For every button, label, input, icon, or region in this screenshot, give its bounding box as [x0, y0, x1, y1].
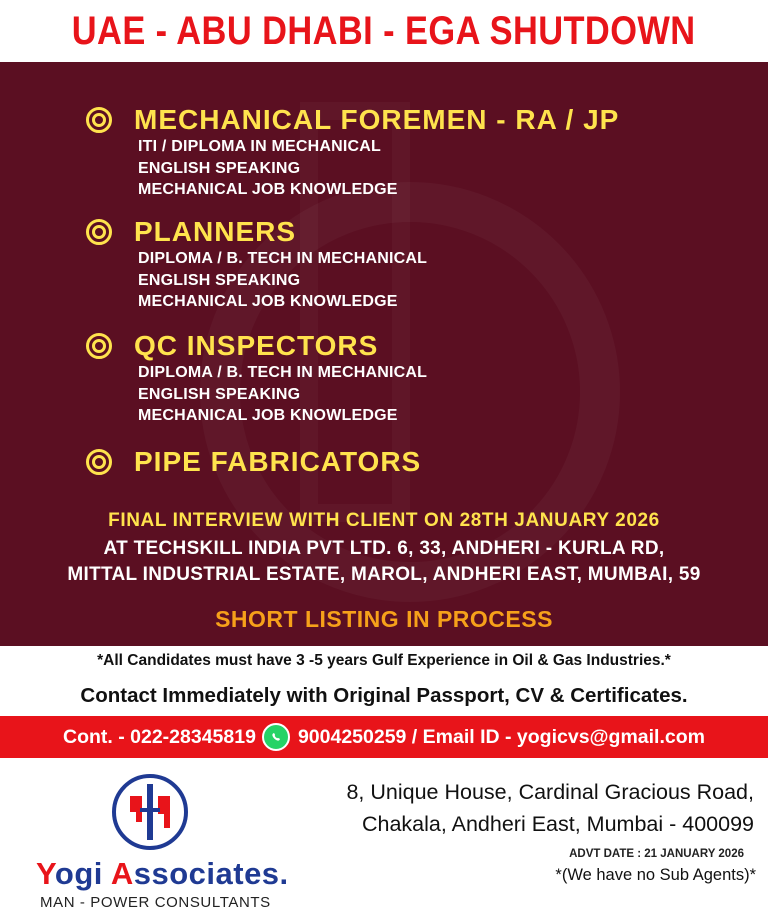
no-sub-agents-note: *(We have no Sub Agents)* — [555, 866, 756, 884]
job-title: MECHANICAL FOREMEN - RA / JP — [134, 104, 620, 135]
job-requirement: ITI / DIPLOMA IN MECHANICAL — [138, 138, 382, 155]
job-title: PLANNERS — [134, 216, 297, 247]
contact-bar — [0, 716, 768, 758]
shortlisting-status: SHORT LISTING IN PROCESS — [215, 606, 553, 632]
page-title: UAE - ABU DHABI - EGA SHUTDOWN — [72, 8, 696, 53]
interview-date: FINAL INTERVIEW WITH CLIENT ON 28TH JANUARY 2026 — [108, 510, 660, 531]
job-requirement: MECHANICAL JOB KNOWLEDGE — [138, 181, 398, 198]
company-logo — [36, 770, 296, 920]
address-line1: 8, Unique House, Cardinal Gracious Road, — [346, 780, 754, 804]
target-bullet-icon — [86, 449, 112, 475]
logo-emblem — [112, 774, 188, 850]
header — [0, 0, 768, 62]
advt-date: ADVT DATE : 21 JANUARY 2026 — [569, 848, 744, 860]
job-requirement: MECHANICAL JOB KNOWLEDGE — [138, 407, 398, 424]
job-mechanical-foremen — [86, 104, 619, 201]
contact-instruction: Contact Immediately with Original Passport, CV & Certificates. — [80, 684, 688, 707]
address-line2: Chakala, Andheri East, Mumbai - 400099 — [361, 812, 754, 836]
job-planners — [86, 216, 427, 313]
job-requirement: ENGLISH SPEAKING — [138, 385, 301, 403]
company-name: Yogi Associates. — [36, 856, 289, 891]
target-bullet-icon — [86, 107, 112, 133]
interview-venue-line1: AT TECHSKILL INDIA PVT LTD. 6, 33, ANDHERI - KURLA RD, — [103, 538, 665, 559]
interview-venue-line2: MITTAL INDUSTRIAL ESTATE, MAROL, ANDHERI EAST, MUMBAI, 59 — [67, 564, 701, 585]
company-tagline: MAN - POWER CONSULTANTS — [40, 894, 271, 911]
job-requirement: DIPLOMA / B. TECH IN MECHANICAL — [138, 250, 428, 267]
job-pipe-fabricators — [86, 446, 421, 478]
job-title: QC INSPECTORS — [134, 330, 379, 361]
job-requirement: DIPLOMA / B. TECH IN MECHANICAL — [138, 364, 428, 381]
job-title: PIPE FABRICATORS — [134, 446, 422, 477]
whatsapp-email[interactable]: 9004250259 / Email ID - yogicvs@gmail.com — [297, 725, 705, 748]
jobs-panel — [0, 62, 768, 646]
experience-note: *All Candidates must have 3 -5 years Gulf Experience in Oil & Gas Industries.* — [97, 652, 671, 669]
target-bullet-icon — [86, 219, 112, 245]
job-requirement: MECHANICAL JOB KNOWLEDGE — [138, 293, 398, 310]
whatsapp-icon — [262, 723, 290, 751]
job-requirement: ENGLISH SPEAKING — [138, 159, 301, 177]
job-requirement: ENGLISH SPEAKING — [138, 271, 301, 289]
phone-number[interactable]: Cont. - 022-28345819 — [63, 725, 256, 748]
job-qc-inspectors — [86, 330, 427, 427]
company-address — [284, 776, 754, 840]
target-bullet-icon — [86, 333, 112, 359]
